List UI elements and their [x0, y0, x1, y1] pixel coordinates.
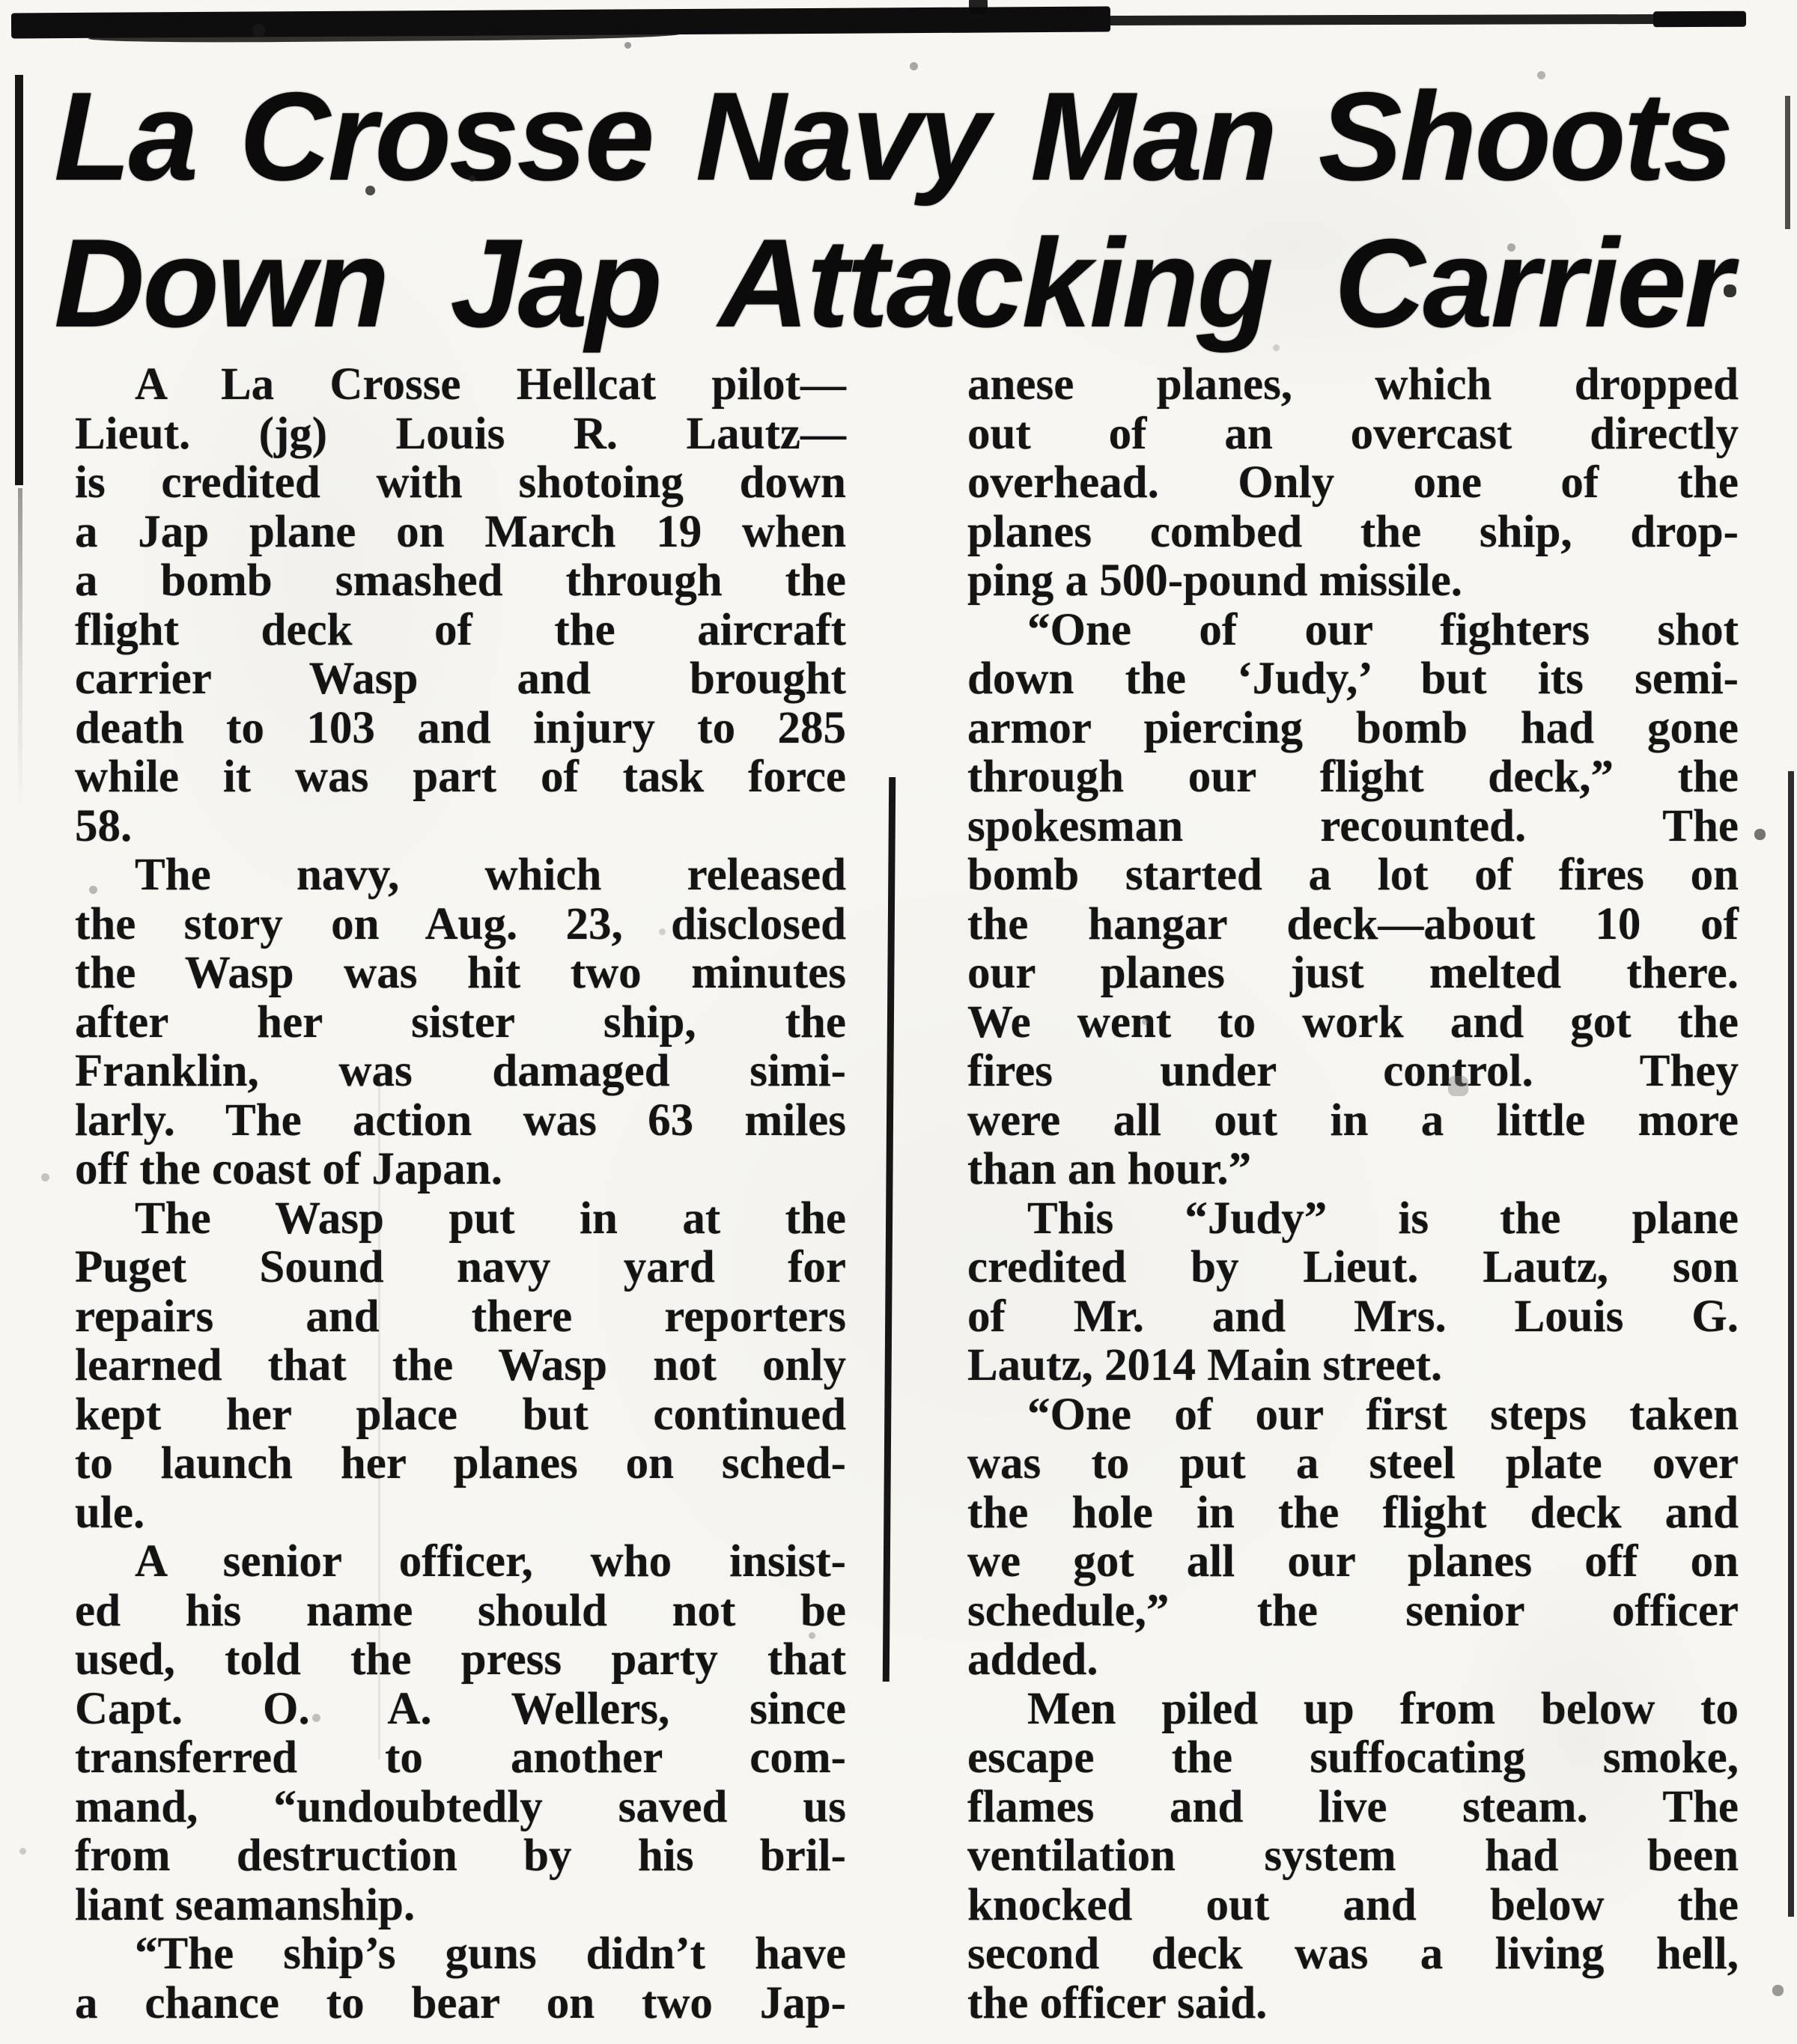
- body-line: 58.: [75, 800, 133, 851]
- body-line: transferred to another com-: [75, 1733, 846, 1783]
- body-line: “One of our first steps taken: [1027, 1389, 1739, 1440]
- body-line: bomb started a lot of fires on: [967, 850, 1739, 900]
- body-line: is credited with shotoing down: [75, 457, 846, 508]
- body-line: ventilation system had been: [967, 1831, 1739, 1881]
- body-line: death to 103 and injury to 285: [75, 702, 846, 753]
- body-line: a Jap plane on March 19 when: [75, 506, 846, 557]
- body-line: Men piled up from below to: [1027, 1683, 1739, 1734]
- body-line: through our flight deck,” the: [967, 752, 1739, 802]
- body-line: our planes just melted there.: [967, 948, 1739, 998]
- body-line: A senior officer, who insist-: [135, 1536, 846, 1587]
- body-line: planes combed the ship, drop-: [967, 506, 1739, 557]
- body-line: knocked out and below the: [967, 1879, 1739, 1930]
- body-line: flight deck of the aircraft: [75, 604, 846, 655]
- paragraph: [967, 1390, 1739, 1685]
- torn-edge-bar-end: [1653, 11, 1746, 28]
- body-line: The Wasp put in at the: [135, 1193, 846, 1244]
- body-line: mand, “undoubtedly saved us: [75, 1781, 846, 1832]
- left-column-rule-faint: [18, 488, 22, 810]
- column-divider-rule: [883, 777, 896, 1682]
- body-line: The navy, which released: [135, 850, 846, 900]
- body-line: the story on Aug. 23, disclosed: [75, 898, 846, 949]
- paragraph: [967, 1194, 1739, 1390]
- body-line: larly. The action was 63 miles: [75, 1095, 846, 1146]
- body-line: Capt. O. A. Wellers, since: [75, 1683, 846, 1734]
- body-line: This “Judy” is the plane: [1027, 1193, 1739, 1244]
- body-line: kept her place but continued: [75, 1389, 846, 1440]
- left-column-rule: [15, 75, 23, 485]
- body-line: from destruction by his bril-: [75, 1831, 846, 1881]
- body-line: anese planes, which dropped: [967, 359, 1739, 410]
- body-line: fires under control. They: [967, 1046, 1739, 1096]
- body-line: flames and live steam. The: [967, 1781, 1739, 1832]
- body-line: ed his name should not be: [75, 1585, 846, 1636]
- body-line: a bomb smashed through the: [75, 556, 846, 606]
- body-line: the hangar deck—about 10 of: [967, 898, 1739, 949]
- body-line: down the ‘Judy,’ but its semi-: [967, 654, 1739, 704]
- body-line: the hole in the flight deck and: [967, 1487, 1739, 1538]
- body-line: of Mr. and Mrs. Louis G.: [967, 1291, 1739, 1342]
- body-line: We went to work and got the: [967, 997, 1739, 1047]
- body-line: overhead. Only one of the: [967, 457, 1739, 508]
- body-line: we got all our planes off on: [967, 1536, 1739, 1587]
- body-line: Puget Sound navy yard for: [75, 1242, 846, 1292]
- body-line: after her sister ship, the: [75, 997, 846, 1047]
- body-line: a chance to bear on two Jap-: [75, 1977, 846, 2028]
- body-line: while it was part of task force: [75, 752, 846, 802]
- body-line: Franklin, was damaged simi-: [75, 1046, 846, 1096]
- body-line: “The ship’s guns didn’t have: [135, 1929, 846, 1979]
- body-line: the Wasp was hit two minutes: [75, 948, 846, 998]
- body-line: was to put a steel plate over: [967, 1438, 1739, 1488]
- body-line: used, told the press party that: [75, 1634, 846, 1685]
- body-line: were all out in a little more: [967, 1095, 1739, 1146]
- headline-line: La Crosse Navy Man Shoots: [54, 66, 1731, 207]
- body-line: than an hour.”: [967, 1144, 1252, 1194]
- headline: [54, 63, 1731, 356]
- paragraph: [967, 1685, 1739, 2028]
- paragraph: [75, 851, 846, 1194]
- body-line: A La Crosse Hellcat pilot—: [135, 359, 846, 410]
- body-line: credited by Lieut. Lautz, son: [967, 1242, 1739, 1292]
- body-line: schedule,” the senior officer: [967, 1585, 1739, 1636]
- paragraph: [967, 606, 1739, 1194]
- body-line: ule.: [75, 1487, 145, 1538]
- body-line: added.: [967, 1634, 1098, 1685]
- body-line: off the coast of Japan.: [75, 1144, 502, 1194]
- paragraph: [75, 360, 846, 851]
- body-line: escape the suffocating smoke,: [967, 1733, 1739, 1783]
- article-column-left: [75, 360, 846, 2028]
- headline-line: Down Jap Attacking Carrier: [54, 213, 1731, 353]
- torn-edge-bar-thin: [1107, 14, 1662, 25]
- paragraph: [967, 360, 1739, 606]
- body-line: learned that the Wasp not only: [75, 1340, 846, 1390]
- body-line: “One of our fighters shot: [1027, 604, 1739, 655]
- scan-noise: [0, 0, 4, 4]
- right-edge-rule-top: [1785, 96, 1790, 229]
- paragraph: [75, 1194, 846, 1538]
- body-line: out of an overcast directly: [967, 408, 1739, 459]
- paragraph: [75, 1929, 846, 2028]
- body-line: Lautz, 2014 Main street.: [967, 1340, 1443, 1390]
- body-line: ping a 500-pound missile.: [967, 556, 1463, 606]
- body-line: second deck was a living hell,: [967, 1929, 1739, 1979]
- body-line: Lieut. (jg) Louis R. Lautz—: [75, 408, 846, 459]
- paragraph: [75, 1537, 846, 1929]
- article-column-right: [967, 360, 1739, 2028]
- body-line: spokesman recounted. The: [967, 800, 1739, 851]
- body-line: the officer said.: [967, 1977, 1268, 2028]
- right-edge-rule: [1788, 771, 1794, 1917]
- body-line: armor piercing bomb had gone: [967, 702, 1739, 753]
- body-line: liant seamanship.: [75, 1879, 416, 1930]
- body-line: to launch her planes on sched-: [75, 1438, 846, 1488]
- body-line: carrier Wasp and brought: [75, 654, 846, 704]
- body-line: repairs and there reporters: [75, 1291, 846, 1342]
- paper-crease: [378, 1071, 380, 1759]
